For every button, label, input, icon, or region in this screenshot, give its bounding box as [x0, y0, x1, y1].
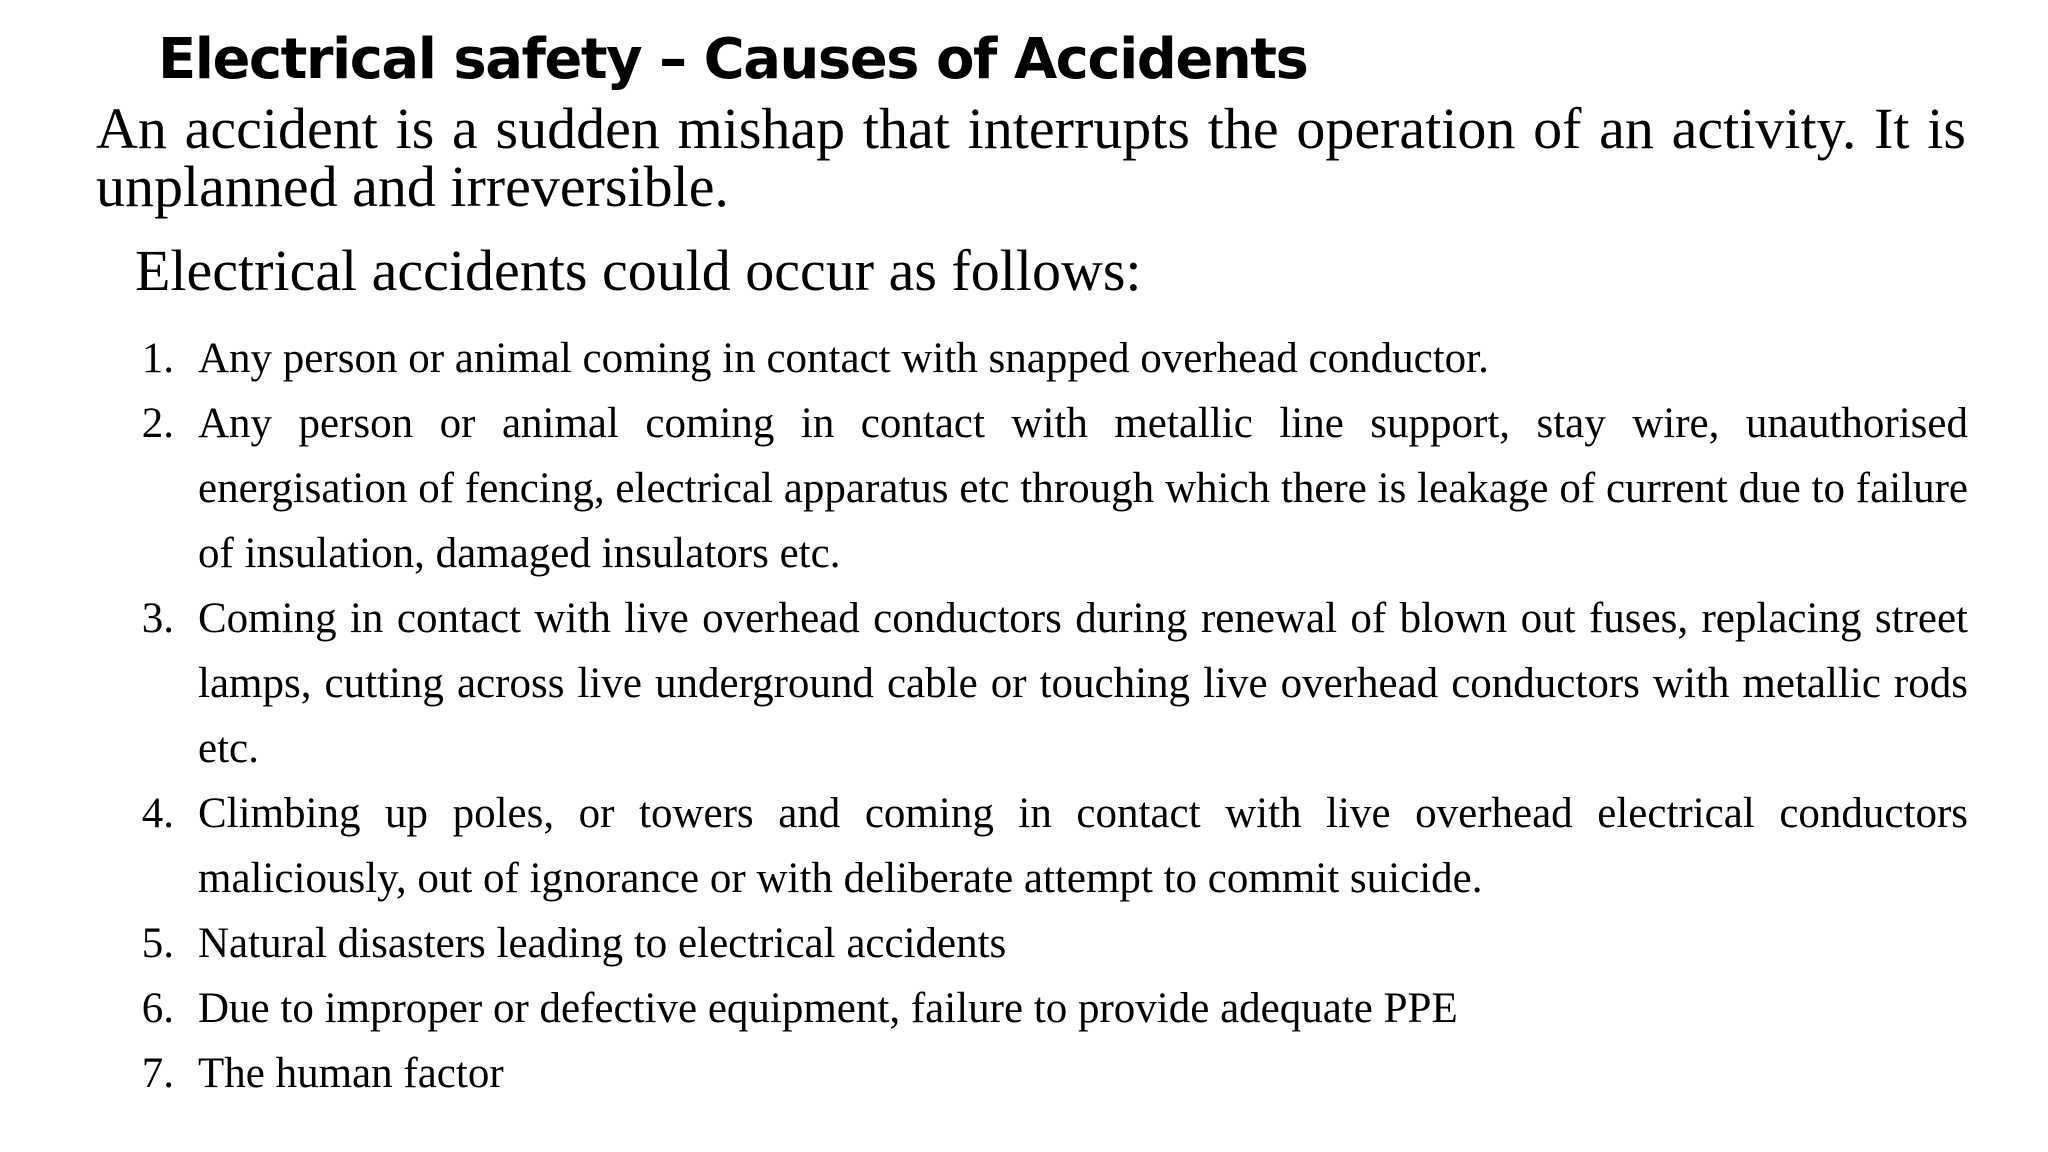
list-item — [108, 781, 1968, 911]
list-item-number: 4 . — [108, 781, 174, 846]
list-item — [108, 976, 1968, 1041]
list-item-number: 5 . — [108, 911, 174, 976]
list-item — [108, 1041, 1968, 1106]
list-item — [108, 326, 1968, 391]
list-item-number: 3 . — [108, 586, 174, 651]
list-lead-text: Electrical accidents could occur as follows: — [135, 238, 1142, 303]
list-item-number: 2 . — [108, 391, 174, 456]
list-item-number: 1 . — [108, 326, 174, 391]
list-item-text: Any person or animal coming in contact with metallic line support, stay wire, unauthorised energisation of fencing, electrical apparatus etc through which there is leakage of current due to failure of insulation, damaged insulators etc. — [198, 400, 1968, 577]
list-item — [108, 391, 1968, 586]
list-item-text: Coming in contact with live overhead conductors during renewal of blown out fuses, replacing street lamps, cutting across live underground cable or touching live overhead conductors with metallic rods etc. — [198, 595, 1968, 772]
list-item-text: Due to improper or defective equipment, failure to provide adequate PPE — [198, 985, 1458, 1032]
intro-paragraph: An accident is a sudden mishap that interrupts the operation of an activity. It is unplanned and irreversible. — [96, 96, 1966, 219]
list-item — [108, 911, 1968, 976]
list-item-number: 7 . — [108, 1041, 174, 1106]
slide-title: Electrical safety – Causes of Accidents — [158, 27, 1308, 92]
list-item-text: The human factor — [198, 1050, 504, 1097]
list-item-text: Natural disasters leading to electrical accidents — [198, 920, 1007, 967]
causes-list — [108, 326, 1968, 1106]
list-item-number: 6 . — [108, 976, 174, 1041]
list-item-text: Climbing up poles, or towers and coming in contact with live overhead electrical conductors maliciously, out of ignorance or with deliberate attempt to commit suicide. — [198, 790, 1968, 902]
list-item — [108, 586, 1968, 781]
list-item-text: Any person or animal coming in contact with snapped overhead conductor. — [198, 335, 1489, 382]
